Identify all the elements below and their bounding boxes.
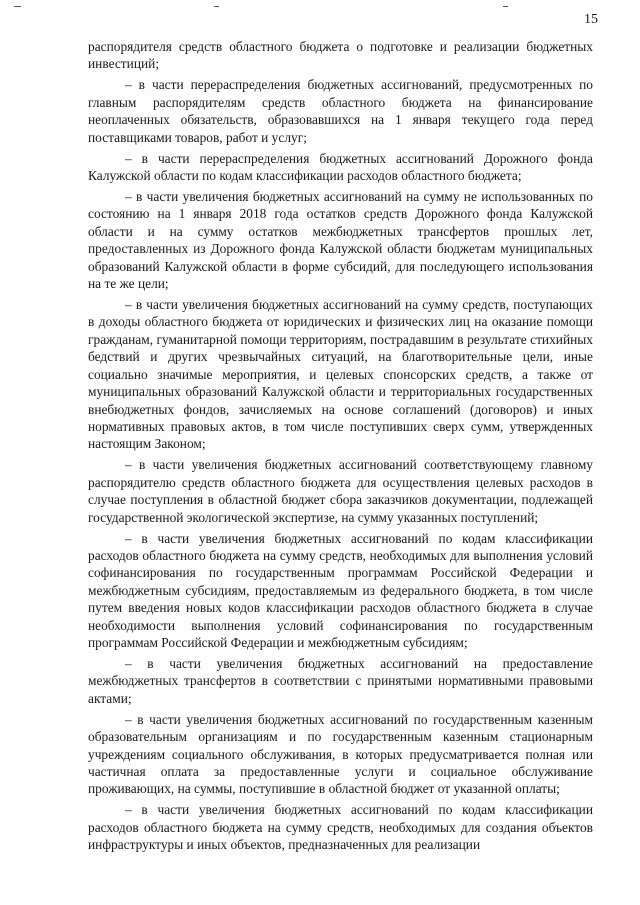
scan-mark [14, 6, 21, 7]
paragraph: – в части перераспределения бюджетных ассигнований Дорожного фонда Калужской области по кодам классификации расходов областного бюджета; [88, 150, 593, 184]
paragraph: – в части увеличения бюджетных ассигнований на предоставление межбюджетных трансфертов в соответствии с принятыми нормативными правовыми актами; [88, 655, 593, 706]
paragraph: распорядителя средств областного бюджета о подготовке и реализации бюджетных инвестиций; [88, 39, 593, 72]
paragraph: – в части увеличения бюджетных ассигнований соответствующему главному распорядителю средств областного бюджета для осуществления целевых расходов в случае поступления в областной бюджет сбора заказчиков документации, подлежащей государственной экологической экспертизе, на сумму указанных поступлений; [88, 457, 593, 525]
paragraph: – в части увеличения бюджетных ассигнований на сумму не использованных по состоянию на 1 января 2018 года остатков средств Дорожного фонда Калужской области и на сумму остатков межбюджетных трансфертов прошлых лет, предоставленных из Дорожного фонда Калужской области бюджетам муниципальных образований Калужской области в форме субсидий, для последующего использования на те же цели; [88, 189, 593, 292]
paragraph: – в части увеличения бюджетных ассигнований по государственным казенным образовательным организациям и по государственным казенным стационарным учреждениям социального обслуживания, в которых предусматривается полная или частичная оплата за предоставленные услуги и социальное обслуживание проживающих, на суммы, поступившие в областной бюджет от указанной оплаты; [88, 711, 593, 797]
page-number: 15 [584, 12, 598, 27]
paragraph: – в части увеличения бюджетных ассигнований на сумму средств, поступающих в доходы областного бюджета от юридических и физических лиц на оказание помощи гражданам, гуманитарной помощи территориям, пострадавшим в результате стихийных бедствий и других чрезвычайных ситуаций, на благотворительные цели, иные социально значимые мероприятия, и целевых спонсорских средств, а также от муниципальных образований Калужской области и территориальных государственных внебюджетных фондов, зачисляемых на основе соглашений (договоров) и иных нормативных правовых актов, в том числе поступивших сверх сумм, утвержденных настоящим Законом; [88, 297, 593, 452]
paragraph: – в части увеличения бюджетных ассигнований по кодам классификации расходов областного бюджета на сумму средств, необходимых для выполнения условий софинансирования по государственным программам Российской Федерации и межбюджетным субсидиям, предоставляемым из федерального бюджета, в том числе путем введения новых кодов классификации расходов областного бюджета в случае необходимости выполнения условий софинансирования по государственным программам Российской Федерации и межбюджетным субсидиям; [88, 530, 593, 650]
paragraph: – в части перераспределения бюджетных ассигнований, предусмотренных по главным распорядителям средств областного бюджета на финансирование неоплаченных обязательств, образовавшихся на 1 января текущего года перед поставщиками товаров, работ и услуг; [88, 77, 593, 145]
paragraph: – в части увеличения бюджетных ассигнований по кодам классификации расходов областного бюджета на сумму средств, необходимых для создания объектов инфраструктуры и иных объектов, предназначенных для реализации [88, 802, 593, 853]
document-body [88, 38, 593, 857]
scan-mark [503, 6, 508, 7]
scan-mark [214, 6, 219, 7]
